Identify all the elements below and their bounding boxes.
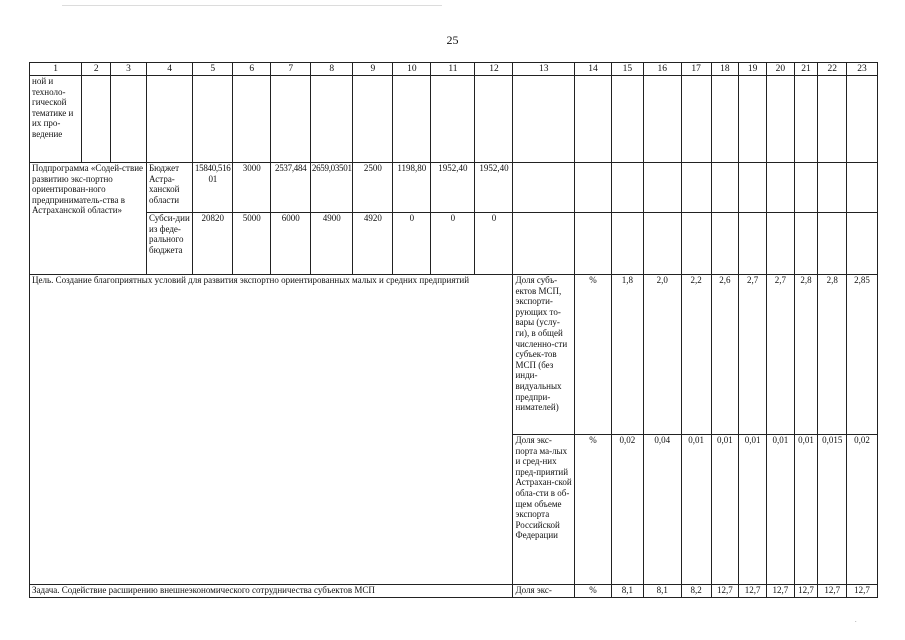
subprogram-name: Подпрограмма «Содей-ствие развитию экс-портно ориентирован-ного предприниматель-ства в Астраханской области» [30,163,147,275]
indicator-value: 12,7 [818,585,847,598]
page-number: 25 [446,33,459,47]
col-header: 10 [393,63,431,76]
indicator-value: 2,7 [739,275,767,435]
indicator-unit: % [575,275,612,435]
indicator-value: 0,04 [643,435,681,585]
funding-value: 6000 [271,213,311,275]
indicator-value: 2,8 [794,275,818,435]
indicator-name: Доля экс- [513,585,575,598]
indicator-value: 8,2 [681,585,711,598]
indicator-value: 0,015 [818,435,847,585]
subprogram-row-federal [30,213,878,275]
indicator-value: 8,1 [612,585,644,598]
col-header: 17 [681,63,711,76]
col-header: 22 [818,63,847,76]
indicator-name: Доля субъ-ектов МСП, экспорти-рующих то-вары (услу-ги), в общей численно-сти субъек-тов МСП (без инди-видуальных предпри-нимателей) [513,275,575,435]
col-header: 16 [643,63,681,76]
col-header: 14 [575,63,612,76]
funding-value: 2659,03501 [311,163,353,213]
indicator-unit: % [575,435,612,585]
funding-source: Бюджет Астра-ханской области [147,163,193,213]
funding-source: Субси-дии из феде-рального бюджета [147,213,193,275]
indicator-value: 12,7 [767,585,795,598]
indicator-value: 0,01 [739,435,767,585]
scan-artifact [62,5,442,6]
indicator-value: 0,02 [612,435,644,585]
indicator-value: 0,02 [847,435,878,585]
indicator-value: 2,2 [681,275,711,435]
indicator-value: 2,7 [767,275,795,435]
indicator-table [29,62,878,598]
indicator-value: 0,01 [711,435,739,585]
col-header: 15 [612,63,644,76]
continuation-text: ной и техноло-гической тематике и их про-ведение [30,76,82,163]
task-row [30,585,878,598]
col-header: 1 [30,63,82,76]
col-header: 3 [111,63,147,76]
col-header: 9 [353,63,393,76]
funding-value: 1198,80 [393,163,431,213]
task-text: Задача. Содействие расширению внешнеэкономического сотрудничества субъектов МСП [30,585,513,598]
indicator-value: 2,6 [711,275,739,435]
col-header: 11 [431,63,475,76]
column-number-row [30,63,878,76]
col-header: 8 [311,63,353,76]
indicator-value: 2,85 [847,275,878,435]
funding-value: 2537,484 [271,163,311,213]
indicator-value: 12,7 [847,585,878,598]
funding-value: 20820 [193,213,233,275]
funding-value: 0 [431,213,475,275]
goal-row [30,275,878,435]
col-header: 6 [233,63,271,76]
indicator-value: 2,8 [818,275,847,435]
col-header: 7 [271,63,311,76]
col-header: 23 [847,63,878,76]
indicator-unit: % [575,585,612,598]
indicator-value: 0,01 [767,435,795,585]
funding-value: 5000 [233,213,271,275]
funding-value: 0 [393,213,431,275]
indicator-value: 12,7 [794,585,818,598]
col-header: 19 [739,63,767,76]
funding-value: 2500 [353,163,393,213]
indicator-name: Доля экс-порта ма-лых и сред-них пред-приятий Астрахан-ской обла-сти в об-щем объеме экспорта Российской Федерации [513,435,575,585]
funding-value: 0 [475,213,513,275]
funding-value: 4920 [353,213,393,275]
col-header: 12 [475,63,513,76]
col-header: 13 [513,63,575,76]
col-header: 4 [147,63,193,76]
funding-value: 1952,40 [431,163,475,213]
indicator-value: 1,8 [612,275,644,435]
indicator-value: 0,01 [794,435,818,585]
col-header: 5 [193,63,233,76]
col-header: 20 [767,63,795,76]
indicator-value: 2,0 [643,275,681,435]
col-header: 18 [711,63,739,76]
col-header: 21 [794,63,818,76]
funding-value: 1952,40 [475,163,513,213]
goal-text: Цель. Создание благоприятных условий для развития экспортно ориентированных малых и средних предприятий [30,275,513,585]
subprogram-row-regional [30,163,878,213]
col-header: 2 [82,63,111,76]
indicator-value: 12,7 [711,585,739,598]
indicator-value: 0,01 [681,435,711,585]
scan-artifact: · [854,618,857,626]
indicator-value: 8,1 [643,585,681,598]
continuation-row [30,76,878,163]
funding-value: 3000 [233,163,271,213]
indicator-value: 12,7 [739,585,767,598]
funding-value: 15840,51601 [193,163,233,213]
funding-value: 4900 [311,213,353,275]
